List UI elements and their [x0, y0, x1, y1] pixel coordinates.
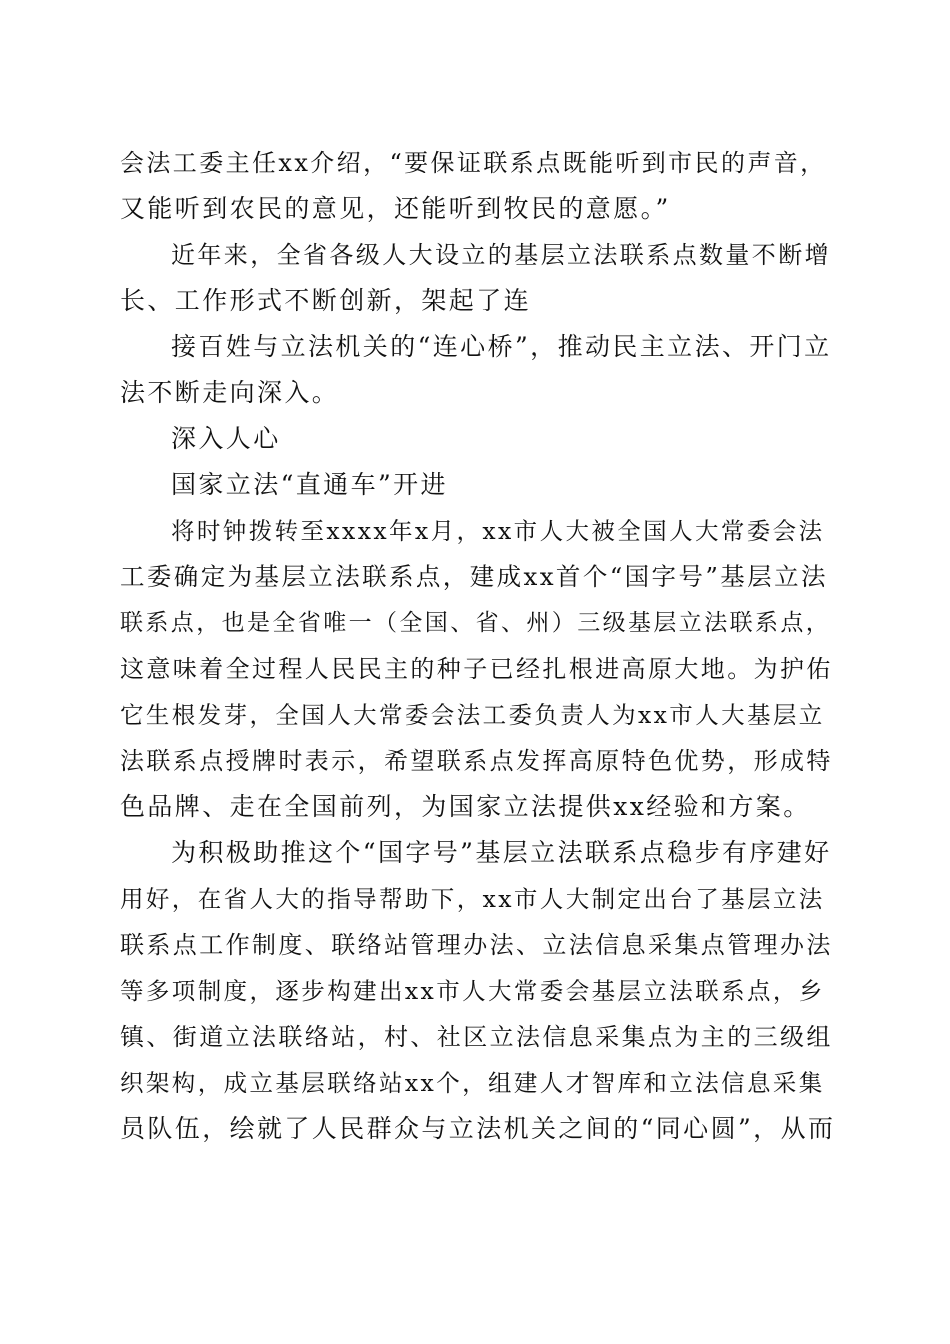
text-line: 会法工委主任xx介绍，“要保证联系点既能听到市民的声音，: [120, 149, 827, 177]
text-line: 联系点，也是全省唯一（全国、省、州）三级基层立法联系点，: [120, 610, 832, 636]
text-line: 织架构，成立基层联络站xx个，组建人才智库和立法信息采集: [120, 1069, 825, 1097]
text-line: 用好，在省人大的指导帮助下，xx市人大制定出台了基层立法: [120, 885, 825, 913]
text-line: 又能听到农民的意见，还能听到牧民的意愿。”: [120, 194, 671, 223]
text-line: 法联系点授牌时表示，希望联系点发挥高原特色优势，形成特: [120, 747, 833, 775]
text-line: 长、工作形式不断创新，架起了连: [120, 286, 532, 315]
text-line: 法不断走向深入。: [120, 378, 340, 407]
text-line: 接百姓与立法机关的“连心桥”，推动民主立法、开门立: [171, 332, 832, 361]
text-line: 这意味着全过程人民民主的种子已经扎根进高原大地。为护佑: [120, 655, 833, 683]
section-heading: 深入人心: [171, 424, 281, 453]
text-line: 等多项制度，逐步构建出xx市人大常委会基层立法联系点，乡: [120, 977, 825, 1005]
section-subheading: 国家立法“直通车”开进: [171, 470, 448, 499]
text-line: 近年来，全省各级人大设立的基层立法联系点数量不断增: [171, 241, 831, 269]
text-line: 工委确定为基层立法联系点，建成xx首个“国字号”基层立法: [120, 562, 828, 591]
text-line: 将时钟拨转至xxxx年x月，xx市人大被全国人大常委会法: [171, 517, 825, 545]
text-line: 色品牌、走在全国前列，为国家立法提供xx经验和方案。: [120, 792, 811, 821]
text-line: 为积极助推这个“国字号”基层立法联系点稳步有序建好: [171, 838, 832, 867]
text-line: 联系点工作制度、联络站管理办法、立法信息采集点管理办法: [120, 931, 833, 959]
text-line: 它生根发芽，全国人大常委会法工委负责人为xx市人大基层立: [120, 701, 825, 729]
text-line: 员队伍，绘就了人民群众与立法机关之间的“同心圆”，从而: [120, 1114, 836, 1143]
text-line: 镇、街道立法联络站，村、社区立法信息采集点为主的三级组: [120, 1023, 833, 1051]
